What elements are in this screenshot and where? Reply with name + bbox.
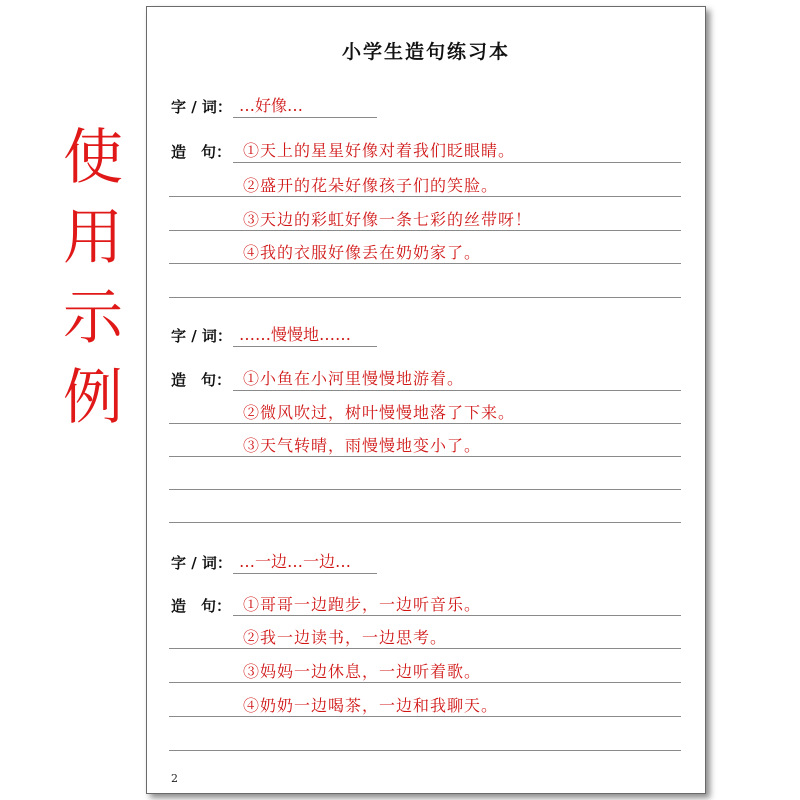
writing-line [233, 390, 681, 391]
writing-line [169, 297, 681, 298]
sentence-label: 造 句： [171, 597, 232, 615]
side-label [58, 123, 128, 448]
word-underline [233, 117, 377, 118]
writing-line [169, 489, 681, 490]
example-sentence: ④我的衣服好像丢在奶奶家了。 [243, 243, 482, 262]
example-sentence: ③妈妈一边休息，一边听着歌。 [243, 662, 482, 681]
word-underline [233, 346, 377, 347]
example-sentence: ③天边的彩虹好像一条七彩的丝带呀！ [243, 210, 533, 229]
word-underline [233, 573, 377, 574]
example-sentence: ①哥哥一边跑步，一边听音乐。 [243, 595, 482, 614]
writing-line [169, 456, 681, 457]
word-label: 字 / 词： [171, 554, 232, 572]
side-label-char: 例 [63, 363, 123, 433]
example-sentence: ②微风吹过，树叶慢慢地落了下来。 [243, 403, 516, 422]
writing-line [169, 423, 681, 424]
side-label-char: 示 [63, 283, 123, 353]
example-sentence: ②盛开的花朵好像孩子们的笑脸。 [243, 176, 499, 195]
writing-line [169, 263, 681, 264]
page-title: 小学生造句练习本 [341, 41, 510, 63]
workbook-page [146, 6, 706, 794]
target-word: ……慢慢地…… [239, 325, 352, 344]
writing-line [169, 230, 681, 231]
side-label-char: 用 [63, 203, 123, 273]
writing-line [169, 196, 681, 197]
writing-line [233, 615, 681, 616]
target-word: …一边…一边… [239, 552, 352, 571]
example-sentence: ④奶奶一边喝茶，一边和我聊天。 [243, 696, 499, 715]
sentence-label: 造 句： [171, 371, 232, 389]
target-word: …好像… [239, 96, 304, 115]
page-number: 2 [171, 772, 178, 785]
writing-line [169, 648, 681, 649]
word-label: 字 / 词： [171, 327, 232, 345]
writing-line [233, 162, 681, 163]
example-sentence: ②我一边读书，一边思考。 [243, 628, 448, 647]
writing-line [169, 522, 681, 523]
word-label: 字 / 词： [171, 98, 232, 116]
example-sentence: ③天气转晴，雨慢慢地变小了。 [243, 436, 482, 455]
side-label-char: 使 [63, 123, 123, 193]
example-sentence: ①天上的星星好像对着我们眨眼睛。 [243, 141, 516, 160]
writing-line [169, 682, 681, 683]
writing-line [169, 716, 681, 717]
sentence-label: 造 句： [171, 143, 232, 161]
writing-line [169, 750, 681, 751]
example-sentence: ①小鱼在小河里慢慢地游着。 [243, 369, 465, 388]
